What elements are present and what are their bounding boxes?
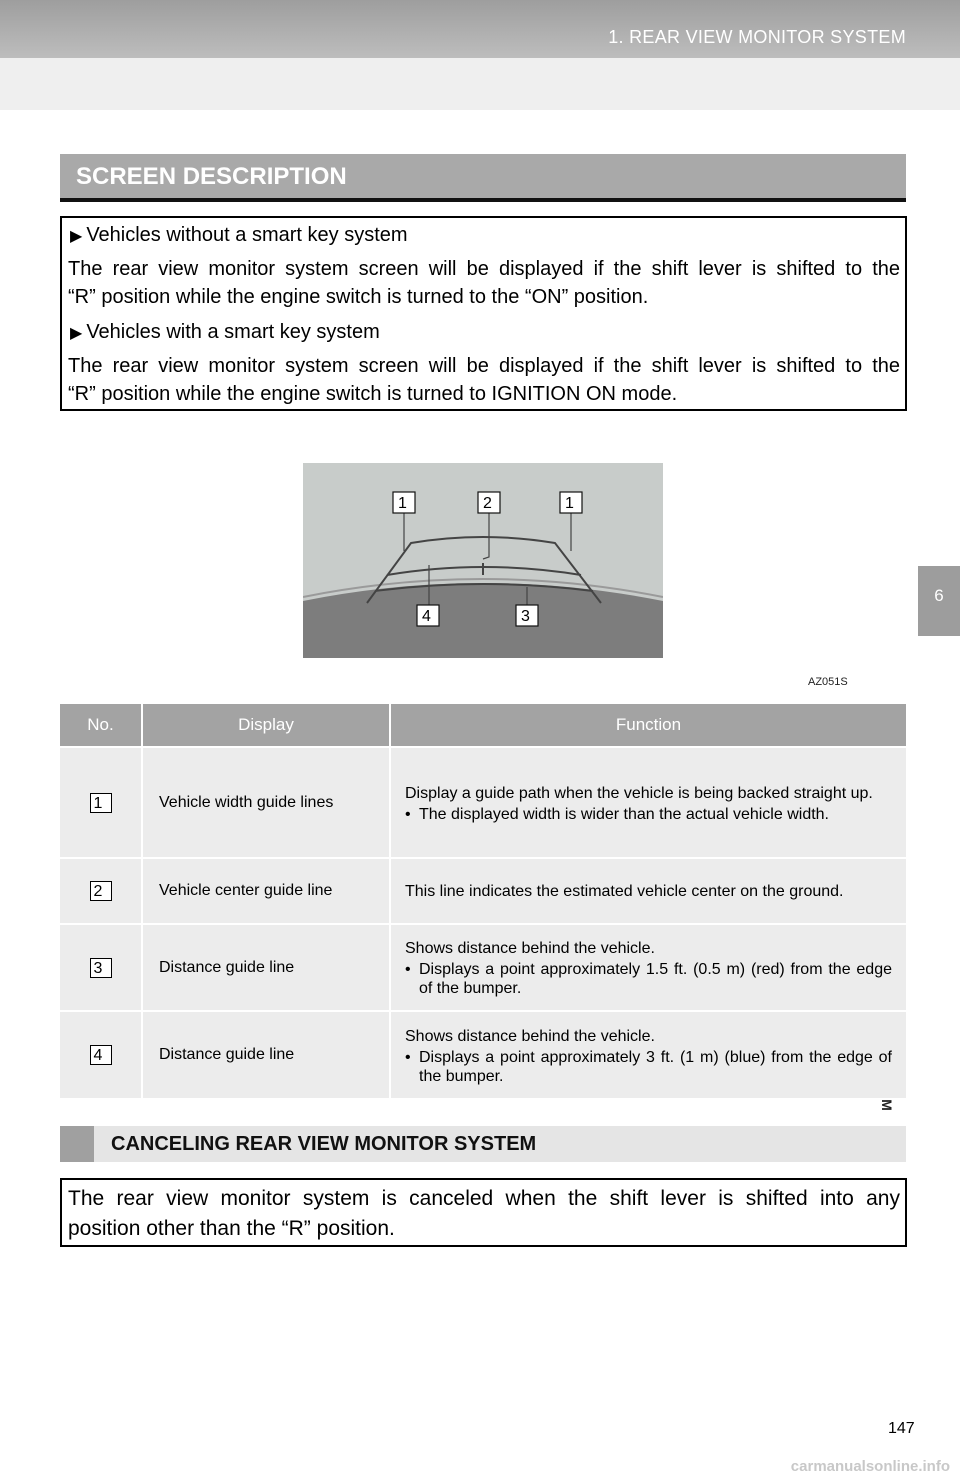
function-description: Display a guide path when the vehicle is being backed straight up. xyxy=(405,784,873,802)
function-description: Shows distance behind the vehicle. xyxy=(405,1027,655,1045)
subsection-marker xyxy=(60,1126,94,1162)
paragraph-line: “R” position while the engine switch is turned to the “ON” position. xyxy=(68,286,649,308)
paragraph-line: The rear view monitor system screen will be displayed if the shift lever is shifted to the xyxy=(68,258,900,280)
paragraph-line: The rear view monitor system screen will be displayed if the shift lever is shifted to the xyxy=(68,355,900,377)
header-band xyxy=(0,58,960,110)
section-title: SCREEN DESCRIPTION xyxy=(76,163,347,190)
figure-code: AZ051S xyxy=(808,676,848,688)
table-row xyxy=(60,747,906,858)
paragraph-without-smart-key xyxy=(68,255,900,311)
callout-1-left xyxy=(393,492,415,513)
function-note xyxy=(405,805,892,824)
row-number xyxy=(60,924,142,1011)
callout-2 xyxy=(478,492,500,513)
bullet-dot-icon: • xyxy=(405,961,411,978)
heading-without-text: Vehicles without a smart key system xyxy=(86,224,408,246)
triangle-bullet-icon: ▶ xyxy=(70,228,83,245)
note-text: Displays a point approximately 3 ft. (1 m) (blue) from the edge of the bumper. xyxy=(419,1048,892,1085)
row-function xyxy=(390,747,906,858)
function-description: Shows distance behind the vehicle. xyxy=(405,940,655,957)
svg-text:3: 3 xyxy=(521,608,530,625)
guide-lines-table xyxy=(60,704,906,1098)
header-function: Function xyxy=(390,704,906,747)
cancel-info-box xyxy=(60,1178,907,1247)
paragraph-line: The rear view monitor system is canceled when the shift lever is shifted into any xyxy=(68,1187,900,1210)
chapter-title: 1. REAR VIEW MONITOR SYSTEM xyxy=(608,27,906,47)
heading-with-text: Vehicles with a smart key system xyxy=(86,321,380,343)
callout-1-right xyxy=(560,492,582,513)
watermark: carmanualsonline.info xyxy=(790,1458,950,1475)
subsection-title: CANCELING REAR VIEW MONITOR SYSTEM xyxy=(111,1133,537,1155)
row-display: Distance guide line xyxy=(142,924,390,1011)
bullet-dot-icon: • xyxy=(405,805,411,823)
table-row xyxy=(60,858,906,924)
row-function xyxy=(390,1011,906,1098)
number-box: 2 xyxy=(90,881,112,901)
paragraph-with-smart-key xyxy=(68,352,900,408)
row-number xyxy=(60,858,142,924)
svg-text:2: 2 xyxy=(483,495,492,512)
svg-text:1: 1 xyxy=(565,495,574,512)
table-row xyxy=(60,1011,906,1098)
row-display: Distance guide line xyxy=(142,1011,390,1098)
note-text: Displays a point approximately 1.5 ft. (0.5 m) (red) from the edge of the bumper. xyxy=(419,961,892,997)
row-number xyxy=(60,747,142,858)
header-display: Display xyxy=(142,704,390,747)
info-box xyxy=(60,216,907,411)
number-box: 3 xyxy=(90,958,112,978)
row-function xyxy=(390,858,906,924)
paragraph-line: position other than the “R” position. xyxy=(68,1217,395,1240)
function-note xyxy=(405,1048,892,1086)
row-function xyxy=(390,924,906,1011)
note-text: The displayed width is wider than the actual vehicle width. xyxy=(419,805,829,823)
section-header xyxy=(60,154,906,202)
heading-with-smart-key xyxy=(70,321,380,344)
cancel-paragraph xyxy=(68,1184,900,1244)
heading-without-smart-key xyxy=(70,224,408,247)
table-header-row xyxy=(60,704,906,747)
number-box: 4 xyxy=(90,1045,112,1065)
bullet-dot-icon: • xyxy=(405,1048,411,1066)
subsection-header xyxy=(60,1126,906,1162)
number-box: 1 xyxy=(90,793,112,813)
table-row xyxy=(60,924,906,1011)
row-display: Vehicle center guide line xyxy=(142,858,390,924)
svg-text:1: 1 xyxy=(398,495,407,512)
callout-4 xyxy=(417,605,439,626)
row-number xyxy=(60,1011,142,1098)
svg-text:4: 4 xyxy=(422,608,431,625)
paragraph-line: “R” position while the engine switch is turned to IGNITION ON mode. xyxy=(68,383,678,405)
rear-view-guide-lines-diagram xyxy=(303,463,663,658)
row-display: Vehicle width guide lines xyxy=(142,747,390,858)
callout-3 xyxy=(516,605,538,626)
header-no: No. xyxy=(60,704,142,747)
function-description: This line indicates the estimated vehicle center on the ground. xyxy=(405,882,844,900)
bumper-area xyxy=(303,583,663,658)
page-number: 147 xyxy=(888,1420,915,1437)
triangle-bullet-icon: ▶ xyxy=(70,325,83,342)
chapter-tab-number: 6 xyxy=(934,586,944,605)
function-note xyxy=(405,960,892,998)
